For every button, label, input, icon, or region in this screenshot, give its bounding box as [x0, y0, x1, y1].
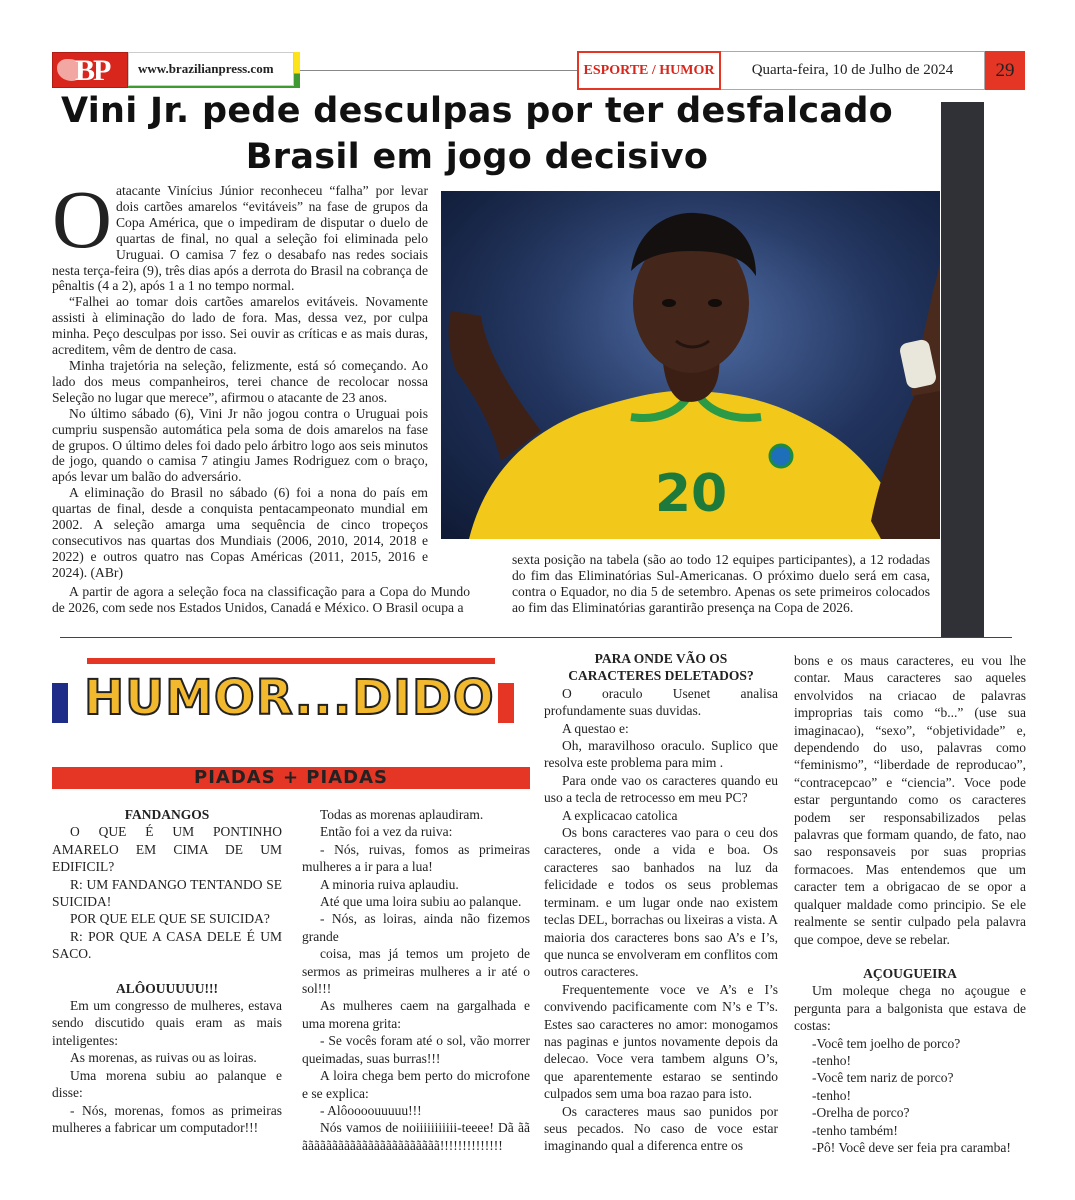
headline-line-1: Vini Jr. pede desculpas por ter desfalcado [60, 91, 894, 131]
joke-title: AÇOUGUEIRA [863, 965, 957, 981]
joke-title: PARA ONDE VÃO OS CARACTERES DELETADOS? [568, 651, 754, 684]
joke-line: A loira chega bem perto do microfone e se explica: [302, 1068, 530, 1101]
joke-line: - Alôoooouuuuu!!! [320, 1102, 422, 1118]
joke-line: Então foi a vez da ruiva: [320, 824, 453, 840]
joke-line: Para onde vao os caracteres quando eu uso a tecla de retrocesso em meu PC? [544, 772, 778, 806]
joke-line: -tenho também! [812, 1122, 898, 1138]
headline-line-2: Brasil em jogo decisivo [245, 137, 709, 177]
joke-line: -Pô! Você deve ser feia pra caramba! [812, 1139, 1011, 1155]
joke-line: O QUE É UM PONTINHO AMARELO EM CIMA DE UM EDIFICIL? [52, 824, 282, 875]
article-continuation: sexta posição na tabela (são ao todo 12 equipes participantes), a 12 rodadas do fim das Eliminatórias Sul-Americanas. O próximo duelo será em casa, contra o Equador, no dia 5 de setembro. Apenas os sete primeiros colocados ao fim das Eliminatórias garantirão presença na Copa de 2026. [512, 552, 930, 615]
joke-line: Até que uma loira subiu ao palanque. [320, 894, 522, 910]
joke-line: Todas as morenas aplaudiram. [320, 807, 484, 822]
article-paragraph: Minha trajetória na seleção, felizmente, está só começando. Ao lado dos meus companheiros, terei chance de recolocar nossa Seleção no lugar que merece”, afirmou o atacante de 23 anos. [52, 357, 428, 405]
drop-cap: O [52, 173, 112, 265]
page-number: 29 [985, 51, 1025, 90]
website-url[interactable]: www.brazilianpress.com [138, 61, 274, 76]
player-illustration [441, 191, 940, 539]
jersey-number: 20 [654, 464, 728, 524]
joke-line: - Nós, morenas, fomos as primeiras mulheres a fabricar um computador!!! [52, 1102, 282, 1135]
joke-line: -tenho! [812, 1052, 851, 1068]
joke-line: POR QUE ELE QUE SE SUICIDA? [70, 911, 270, 927]
joke-title: ALÔOUUUUU!!! [116, 980, 218, 996]
article-paragraph: “Falhei ao tomar dois cartões amarelos evitáveis. Novamente assisti à eliminação do lado de fora. Mas, dessa vez, por culpa minha. Peço desculpas por isso. Sei ouvir as críticas e as mais duras, acreditem, vêm de dentro de casa. [52, 294, 428, 358]
joke-line: -Você tem nariz de porco? [812, 1070, 954, 1086]
humor-column-4 [794, 652, 1026, 1156]
section-label: ESPORTE / HUMOR [577, 51, 721, 90]
joke-line: A explicacao catolica [562, 807, 678, 823]
joke-line: - Se vocês foram até o sol, vão morrer queimadas, suas burras!!! [302, 1033, 530, 1066]
logo [52, 52, 128, 88]
header-rule [300, 70, 578, 71]
humor-column-2 [302, 806, 530, 1154]
joke-line: Frequentemente voce ve A’s e I’s convivendo pacificamente com N’s e T’s. Estes sao caracteres no amor: monogamos nas paginas e juntos novamente depois da delecao. Voce vera tambem alguns O’s, que aparentemente estarao se sentindo culpados sem uma boa razao para isto. [544, 981, 778, 1102]
article-column [52, 173, 428, 581]
joke-line: Um moleque chega no açougue e pergunta para a balgonista que estava de costas: [794, 983, 1026, 1034]
joke-line: R: POR QUE A CASA DELE É UM SACO. [52, 928, 282, 962]
banner-red-stripe [87, 658, 495, 664]
joke-line: Em um congresso de mulheres, estava sendo discutido quais eram as mais inteligentes: [52, 998, 282, 1048]
article-paragraph: No último sábado (6), Vini Jr não jogou contra o Uruguai pois cumpriu suspensão automática pela soma de dois amarelos na fase de grupos. O último deles foi dado pelo árbitro logo aos seis minutos de jogo, quando o camisa 7 atingiu James Rodriguez com o braço, após levar um balão do adversário. [52, 405, 428, 485]
humor-column-1 [52, 806, 282, 1136]
joke-line: bons e os maus caracteres, eu vou lhe contar. Maus caracteres sao aqueles envolvidos na criacao de palavras improprias tais como “b...” (use sua imaginacao), “sexo”, “objetividade” e, dependendo do uso, palavras como “feminismo”, “liberdade de reproducao”, “contracepcao” e “ciencia”. Voce pode estar perguntando como os caracteres podem ser responsabilizados pelas palavras que formam quando, de fato, nao sao responsaveis por suas proprias formacoes. Mas entendemos que um caracter tem a obrigacao de se opor a qualquer maldade como principio. Se ele realmente se sentir culpado pela palavra que compoe, deve se rebelar. [794, 653, 1026, 947]
section-divider [60, 637, 1012, 638]
joke-line: - Nós, ruivas, fomos as primeiras mulheres a ir para a lua! [302, 841, 530, 875]
joke-line: Os bons caracteres vao para o ceu dos caracteres, onde a vida e boa. Os caracteres sao banhados na luz da felicidade e todos os seus problemas terminam. e um lugar onde nao existem teclas DEL, borrachas ou lixeiras a vista. A maioria dos caracteres bons sao A’s e I’s, que nunca se envolveram em conflitos com outros caracteres. [544, 825, 778, 980]
issue-date: Quarta-feira, 10 de Julho de 2024 [721, 51, 985, 90]
joke-line: -Orelha de porco? [812, 1105, 910, 1121]
banner-blue-block [52, 683, 68, 723]
joke-line: R: UM FANDANGO TENTANDO SE SUICIDA! [52, 876, 282, 910]
logo-text: BP [75, 54, 110, 87]
joke-line: A questao e: [562, 720, 629, 736]
article-headline [52, 88, 902, 180]
player-photo [441, 191, 940, 539]
joke-line: O oraculo Usenet analisa profundamente suas duvidas. [544, 685, 778, 719]
decorative-dark-bar [941, 102, 984, 638]
joke-line: Oh, maravilhoso oraculo. Suplico que resolva este problema para mim . [544, 738, 778, 771]
joke-line: -Você tem joelho de porco? [812, 1035, 961, 1051]
joke-line: A minoria ruiva aplaudiu. [320, 876, 459, 892]
joke-title: FANDANGOS [124, 807, 210, 822]
article-paragraph: A partir de agora a seleção foca na classificação para a Copa do Mundo de 2026, com sede nos Estados Unidos, Canadá e México. O Brasil ocupa a [52, 584, 470, 615]
joke-line: Os caracteres maus sao punidos por seus pecados. No caso de voce estar imaginando qual a diferenca entre os [544, 1103, 778, 1154]
joke-line: Nós vamos de noiiiiiiiiiii-teeee! Dã ããããããããããããããããããããããããã!!!!!!!!!!!!!! [302, 1120, 530, 1153]
humor-column-3 [544, 650, 778, 1155]
humor-banner-title: HUMOR...DIDO [84, 670, 495, 726]
joke-line: As morenas, as ruivas ou as loiras. [70, 1050, 257, 1066]
joke-line: coisa, mas já temos um projeto de sermos as primeiras mulheres a ir até o sol!!! [302, 946, 530, 997]
article-paragraph: A eliminação do Brasil no sábado (6) foi a nona do país em quartas de final, desde a conquista pentacampeonato mundial em 2002. A seleção amarga uma sequência de cinco tropeços consecutivos nas quartas dos Mundiais (2006, 2010, 2014, 2018 e 2022) e outros quatro nas Copas Américas (2011, 2015, 2016 e 2024). (ABr) [52, 485, 428, 580]
article-paragraph: atacante Vinícius Júnior reconheceu “falha” por levar dois cartões amarelos “evitáveis” na fase de grupos da Copa América, que o impediram de disputar o duelo de quartas de final, no qual a seleção foi eliminada pelo Uruguai. O camisa 7 fez o desabafo nas redes sociais nesta terça-feira (9), três dias após a derrota do Brasil na cobrança de pênaltis (4 a 2), após 1 a 1 no tempo normal. [52, 183, 428, 294]
piadas-bar: PIADAS + PIADAS [52, 767, 530, 789]
joke-line: Uma morena subiu ao palanque e disse: [52, 1067, 282, 1101]
joke-line: - Nós, as loiras, ainda não fizemos grande [302, 911, 530, 944]
joke-line: -tenho! [812, 1087, 851, 1103]
joke-line: As mulheres caem na gargalhada e uma morena grita: [302, 998, 530, 1031]
